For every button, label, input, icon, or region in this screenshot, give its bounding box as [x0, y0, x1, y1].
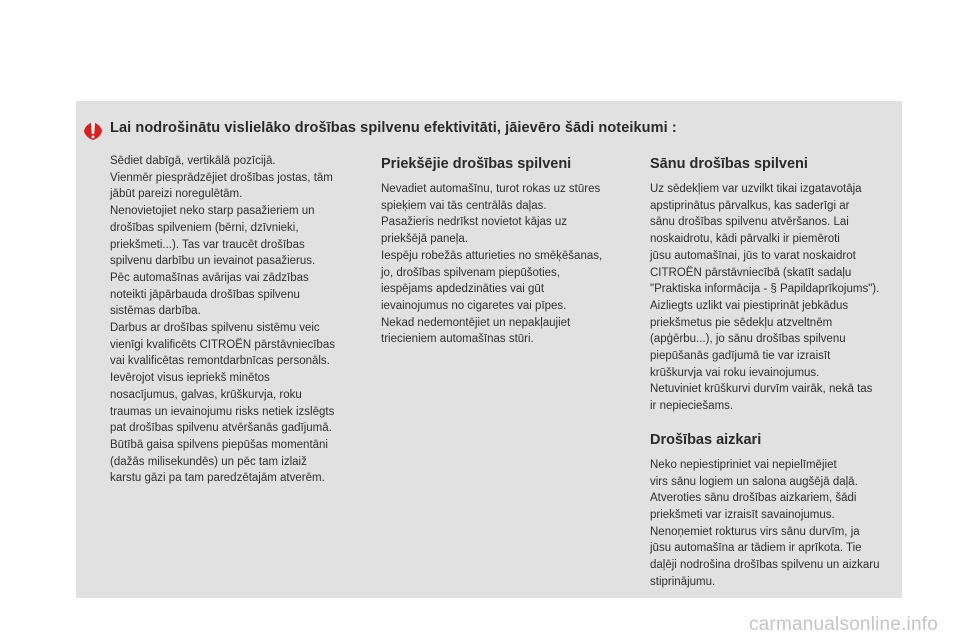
body-text-line: Sēdiet dabīgā, vertikālā pozīcijā.: [110, 155, 276, 167]
body-text-line: Darbus ar drošības spilvenu sistēmu veic: [110, 322, 320, 335]
body-text-line: sānu drošības spilvenu atvēršanos. Lai: [650, 216, 849, 229]
body-text-line: priekšmetus pie sēdekļu atzveltnēm: [650, 316, 833, 329]
body-text-line: drošības spilveniem (bērni, dzīvnieki,: [110, 221, 299, 234]
body-text-line: karstu gāzi pa tam paredzētajām atverēm.: [110, 472, 325, 485]
body-text-line: pat drošības spilvenu atvēršanās gadījumā.: [110, 422, 332, 435]
body-text-line: CITROËN pārstāvniecībā (skatīt sadaļu: [650, 266, 852, 279]
body-text-line: Pasažieris nedrīkst novietot kājas uz: [381, 216, 568, 229]
side-airbags-heading: Sānu drošības spilveni: [650, 156, 808, 172]
front-airbags-column: [381, 155, 633, 348]
side-airbags-column: [650, 155, 905, 590]
body-text-line: "Praktiska informācija - § Papildaprīkojums").: [650, 283, 880, 296]
body-text-line: priekšmeti var izraisīt savainojumus.: [650, 508, 835, 521]
body-text-line: Pēc automašīnas avārijas vai zādzības: [110, 271, 309, 284]
body-text-line: noskaidrotu, kādi pārvalki ir piemēroti: [650, 233, 840, 246]
body-text-line: Nenoņemiet rokturus virs sānu durvīm, ja: [650, 525, 860, 538]
body-text-line: priekšmeti...). Tas var traucēt drošības: [110, 238, 305, 251]
general-rules-column: [110, 153, 370, 487]
body-text-line: (apģērbu...), jo sānu drošības spilvenu: [650, 333, 846, 346]
body-text-line: priekšējā paneļa.: [381, 233, 468, 246]
page-title: Lai nodrošinātu vislielāko drošības spilvenu efektivitāti, jāievēro šādi noteikumi :: [110, 120, 677, 136]
body-text-line: sistēmas darbība.: [110, 305, 201, 318]
body-text-line: noteikti jāpārbauda drošības spilvenu: [110, 288, 300, 301]
body-text-line: vai kvalificētas remontdarbnīcas personāls.: [110, 355, 330, 368]
body-text-line: spieķiem vai tās centrālās daļas.: [381, 199, 547, 212]
body-text-line: jo, drošības spilvenam piepūšoties,: [381, 266, 560, 279]
watermark-text: carmanualsonline.info: [748, 614, 938, 635]
body-text-line: Nekad nedemontējiet un nepakļaujiet: [381, 316, 571, 329]
body-text-line: Nenovietojiet neko starp pasažieriem un: [110, 205, 315, 218]
body-text-line: Neko nepiestipriniet vai nepielīmējiet: [650, 458, 837, 471]
body-text-line: Ievērojot visus iepriekš minētos: [110, 372, 270, 385]
front-airbags-heading: Priekšējie drošības spilveni: [381, 156, 572, 172]
body-text-line: triecieniem automašīnas stūri.: [381, 333, 534, 346]
body-text-line: spilvenu darbību un ievainot pasažierus.: [110, 255, 316, 268]
body-text-line: apstiprinātus pārvalkus, kas saderīgi ar: [650, 199, 850, 212]
body-text-line: jābūt pareizi noregulētām.: [110, 188, 243, 201]
body-text-line: nosacījumus, galvas, krūškurvja, roku: [110, 388, 302, 401]
curtain-airbags-heading: Drošības aizkari: [650, 431, 762, 448]
body-text-line: Aizliegts uzlikt vai piestiprināt jebkādus: [650, 299, 849, 312]
body-text-line: krūškurvja vai roku ievainojumus.: [650, 366, 820, 379]
body-text-line: vienīgi kvalificēts CITROËN pārstāvniecības: [110, 338, 335, 351]
body-text-line: jūsu automašīnai, jūs to varat noskaidrot: [650, 249, 856, 262]
body-text-line: Nevadiet automašīnu, turot rokas uz stūres: [381, 183, 601, 195]
body-text-line: (dažās milisekundēs) un pēc tam izlaiž: [110, 455, 307, 468]
body-text-line: Netuviniet krūškurvi durvīm vairāk, nekā tas: [650, 383, 873, 396]
body-text-line: ir nepieciešams.: [650, 400, 734, 413]
body-text-line: jūsu automašīna ar tādiem ir aprīkota. Tie: [650, 542, 862, 555]
body-text-line: traumas un ievainojumu risks netiek izslēgts: [110, 405, 335, 418]
body-text-line: Vienmēr piesprādzējiet drošības jostas, tām: [110, 171, 333, 184]
body-text-line: stiprinājumu.: [650, 575, 716, 588]
body-text-line: Atveroties sānu drošības aizkariem, šādi: [650, 492, 857, 505]
body-text-line: iespējams apdedzināties vai gūt: [381, 283, 545, 296]
body-text-line: daļēji nodrošina drošības spilvenu un aizkaru: [650, 559, 880, 572]
warning-exclamation-icon: [82, 120, 104, 142]
body-text-line: piepūšanās gadījumā tie var izraisīt: [650, 350, 831, 363]
body-text-line: Būtībā gaisa spilvens piepūšas momentāni: [110, 438, 328, 451]
body-text-line: Iespēju robežās atturieties no smēķēšanas,: [381, 249, 603, 262]
body-text-line: virs sānu logiem un salona augšējā daļā.: [650, 475, 858, 488]
body-text-line: ievainojumus no cigaretes vai pīpes.: [381, 299, 567, 312]
body-text-line: Uz sēdekļiem var uzvilkt tikai izgatavotāja: [650, 183, 862, 195]
